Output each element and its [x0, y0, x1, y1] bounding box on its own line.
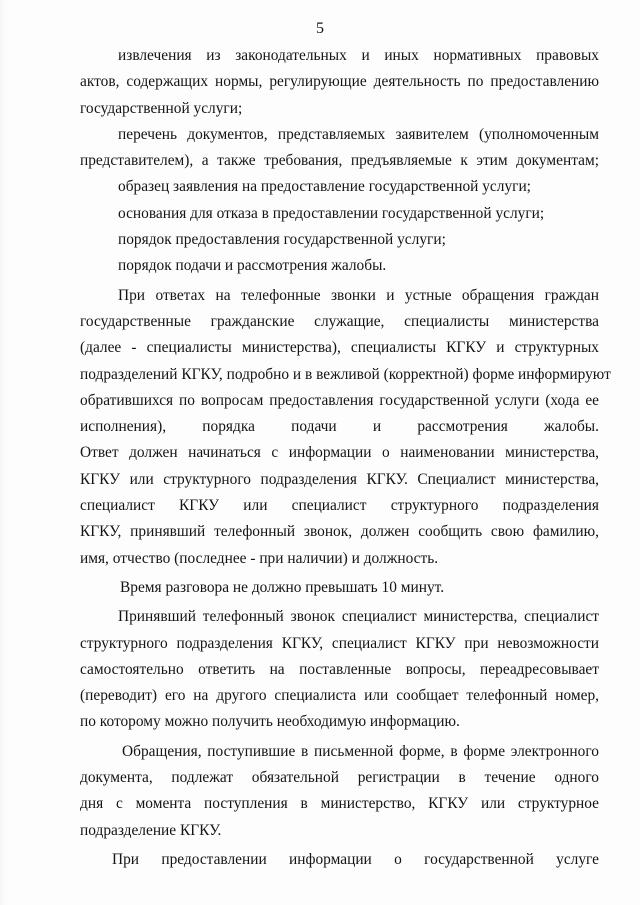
text-line: КГКУ или структурного подразделения КГКУ. Специалист министерства, — [80, 470, 599, 488]
text-line: государственной услуги; — [80, 99, 243, 117]
text-line: Ответ должен начинаться с информации о наименовании министерства, — [80, 444, 599, 462]
text-line: подразделение КГКУ. — [80, 821, 222, 839]
document-body — [80, 43, 611, 873]
text-line: (переводит) его на другого специалиста или сообщает телефонный номер, — [80, 687, 599, 705]
text-line: подразделений КГКУ, подробно и в вежливой (корректной) форме информируют — [80, 365, 611, 383]
text-line: государственные гражданские служащие, специалисты министерства — [80, 312, 599, 330]
text-line: документа, подлежат обязательной регистрации в течение одного — [80, 769, 599, 787]
text-line: При ответах на телефонные звонки и устные обращения граждан — [118, 286, 599, 304]
text-line: по которому можно получить необходимую информацию. — [80, 713, 460, 731]
text-line: специалист КГКУ или специалист структурного подразделения — [80, 497, 599, 515]
text-line: имя, отчество (последнее - при наличии) и должность. — [80, 549, 439, 567]
text-line: порядок подачи и рассмотрения жалобы. — [118, 257, 387, 275]
text-line: КГКУ, принявший телефонный звонок, должен сообщить свою фамилию, — [80, 523, 599, 541]
page-number: 5 — [316, 20, 324, 37]
text-line: При предоставлении информации о государственной услуге — [112, 850, 599, 868]
text-line: порядок предоставления государственной услуги; — [118, 231, 446, 249]
text-line: перечень документов, представляемых заявителем (уполномоченным — [118, 125, 599, 143]
text-line: исполнения), порядка подачи и рассмотрения жалобы. — [80, 418, 599, 436]
text-line: дня с момента поступления в министерство, КГКУ или структурное — [80, 795, 599, 813]
scan-edge-shadow — [0, 0, 6, 905]
text-line: самостоятельно ответить на поставленные вопросы, переадресовывает — [80, 660, 599, 678]
text-line: структурного подразделения КГКУ, специалист КГКУ при невозможности — [80, 634, 599, 652]
text-line: Время разговора не должно превышать 10 минут. — [120, 578, 445, 596]
text-line: Принявший телефонный звонок специалист министерства, специалист — [118, 608, 599, 626]
text-line: актов, содержащих нормы, регулирующие деятельность по предоставлению — [80, 73, 599, 91]
text-line: представителем), а также требования, предъявляемые к этим документам; — [80, 152, 599, 170]
text-line: основания для отказа в предоставлении государственной услуги; — [118, 204, 545, 222]
text-line: Обращения, поступившие в письменной форме, в форме электронного — [122, 742, 599, 760]
text-line: образец заявления на предоставление государственной услуги; — [118, 178, 531, 196]
text-line: обратившихся по вопросам предоставления государственной услуги (хода ее — [80, 391, 599, 409]
text-line: извлечения из законодательных и иных нормативных правовых — [118, 47, 599, 64]
text-line: (далее - специалисты министерства), специалисты КГКУ и структурных — [80, 339, 599, 357]
